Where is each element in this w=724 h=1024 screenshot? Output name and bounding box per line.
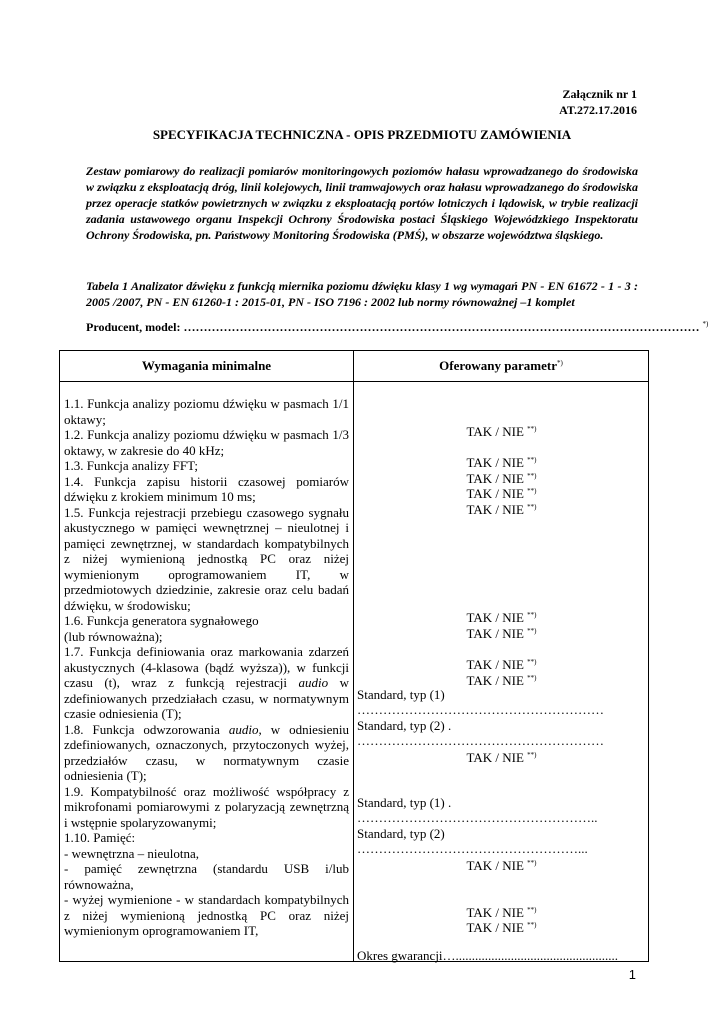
table-row: [60, 382, 649, 962]
req-1-10-a: - wewnętrzna – nieulotna,: [64, 845, 200, 861]
annex-reference: AT.272.17.2016: [559, 103, 637, 117]
offer-standard-2b[interactable]: Standard, typ (2): [357, 826, 445, 841]
req-1-4: 1.4. Funkcja zapisu historii czasowej pomiarów dźwięku z krokiem minimum 10 ms;: [64, 473, 349, 504]
page-title: SPECYFIKACJA TECHNICZNA - OPIS PRZEDMIOTU ZAMÓWIENIA: [152, 127, 572, 142]
col-header-offered: Oferowany parametr*): [354, 351, 649, 382]
offer-standard-1[interactable]: Standard, typ (1): [357, 687, 445, 702]
req-1-10-b: - pamięć zewnętrzna (standardu USB i/lub równoważna,: [64, 861, 349, 892]
offer-1-6[interactable]: TAK / NIE **): [466, 657, 537, 672]
table-header-row: [60, 351, 649, 382]
req-1-9: 1.9. Kompatybilność oraz możliwość współpracy z mikrofonami pomiarowymi z polaryzacją zewnętrzną i wstępnie spolaryzowanymi;: [64, 783, 349, 830]
offer-standard-1b[interactable]: Standard, typ (1) .: [357, 795, 452, 810]
producer-mark: *): [702, 320, 709, 328]
req-1-10: 1.10. Pamięć:: [64, 830, 136, 845]
req-1-3: 1.3. Funkcja analizy FFT;: [64, 458, 198, 473]
offer-standard-2[interactable]: Standard, typ (2) .: [357, 718, 452, 733]
offer-dots-2[interactable]: …………………………………………………: [357, 733, 604, 748]
offer-1-5[interactable]: TAK / NIE **): [466, 610, 537, 625]
offers-cell: [354, 382, 649, 962]
req-1-6-alt: (lub równoważna);: [64, 628, 163, 644]
requirements-cell: [60, 382, 354, 962]
table-caption: Tabela 1 Analizator dźwięku z funkcją miernika poziomu dźwięku klasy 1 wg wymagań PN - EN 61672 - 1 - 3 : 2005 /2007, PN - EN 61260-1 : 2015-01, PN - ISO 7196 : 2002 lub normy równoważnej –1 komplet: [86, 279, 638, 309]
offer-warranty[interactable]: Okres gwarancji…..................................................: [357, 948, 619, 963]
producer-line: [86, 320, 709, 335]
offer-dots-1[interactable]: …………………………………………………: [357, 702, 604, 717]
req-1-7: 1.7. Funkcja definiowania oraz markowania zdarzeń akustycznych (4-klasowa (bądź wyższa)), w funkcji czasu (t), wraz z funkcją rejestracji audio w zdefiniowanych przedziałach czasu, w normatywnym czasie odniesienia (T);: [64, 644, 350, 721]
offer-1-4[interactable]: TAK / NIE **): [466, 502, 537, 517]
req-1-10-c: - wyżej wymienione - w standardach kompatybilnych z niżej wymienioną jednostką PC oraz niżej wymienionym oprogramowaniem IT,: [64, 892, 349, 938]
offer-1-1[interactable]: TAK / NIE **): [466, 424, 537, 439]
col-header-requirements: Wymagania minimalne: [60, 351, 354, 382]
offer-1-9[interactable]: TAK / NIE **): [466, 858, 537, 873]
spec-table: [59, 350, 649, 962]
offer-dots-3[interactable]: ………………………………………………..: [357, 810, 598, 825]
requirements-list: [60, 382, 353, 939]
offer-1-2b[interactable]: TAK / NIE **): [466, 471, 537, 486]
req-1-5: 1.5. Funkcja rejestracji przebiegu czasowego sygnału akustycznego w pamięci wewnętrznej – nieulotnej i pamięci zewnętrznej, w standardach kompatybilnych z niżej wymienioną jednostką PC oraz niżej wymienionym oprogramowaniem IT, w przedmiotowych dziedzinie, zakresie oraz celu badań dźwięku, w środowisku;: [64, 504, 349, 613]
producer-dots: …………………………………………………………………………………………………………………: [180, 320, 700, 334]
page-number: 1: [628, 967, 636, 982]
annex-label: Załącznik nr 1: [562, 87, 637, 101]
offer-dots-4[interactable]: ……………………………………………...: [357, 841, 588, 856]
req-1-2: 1.2. Funkcja analizy poziomu dźwięku w pasmach 1/3 oktawy, w zakresie do 40 kHz;: [64, 427, 349, 458]
offer-1-3[interactable]: TAK / NIE **): [466, 486, 537, 501]
annex-header: [559, 86, 637, 118]
offer-1-10-b[interactable]: TAK / NIE **): [466, 920, 537, 935]
intro-paragraph: Zestaw pomiarowy do realizacji pomiarów monitoringowych poziomów hałasu wprowadzanego do środowiska w związku z eksploatacją dróg, linii kolejowych, linii tramwajowych oraz hałasu wprowadzanego do środowiska przez operacje statków powietrznych w związku z eksploatacją portów lotniczych i lądowisk, w trybie realizacji zadania ustawowego organu Inspekcji Ochrony Środowiska postaci Śląskiego Wojewódzkiego Inspektoratu Ochrony Środowiska, pn. Państwowy Monitoring Środowiska (PMŚ), w obszarze województwa śląskiego.: [86, 164, 638, 242]
producer-label: Producent, model:: [86, 320, 181, 334]
req-1-8: 1.8. Funkcja odwzorowania audio, w odniesieniu zdefiniowanych, oznaczonych, przytoczonych wyżej, przedziałów czasu, w normatywnym czasie odniesienia (T);: [64, 721, 350, 783]
offer-1-10-a[interactable]: TAK / NIE **): [466, 905, 537, 920]
offer-1-2[interactable]: TAK / NIE **): [466, 455, 537, 470]
req-1-6: 1.6. Funkcja generatora sygnałowego: [64, 613, 259, 628]
offer-1-8[interactable]: TAK / NIE **): [466, 750, 537, 765]
offer-1-7[interactable]: TAK / NIE **): [466, 673, 537, 688]
offer-1-5b[interactable]: TAK / NIE **): [466, 626, 537, 641]
req-1-1: 1.1. Funkcja analizy poziomu dźwięku w pasmach 1/1 oktawy;: [64, 396, 349, 427]
